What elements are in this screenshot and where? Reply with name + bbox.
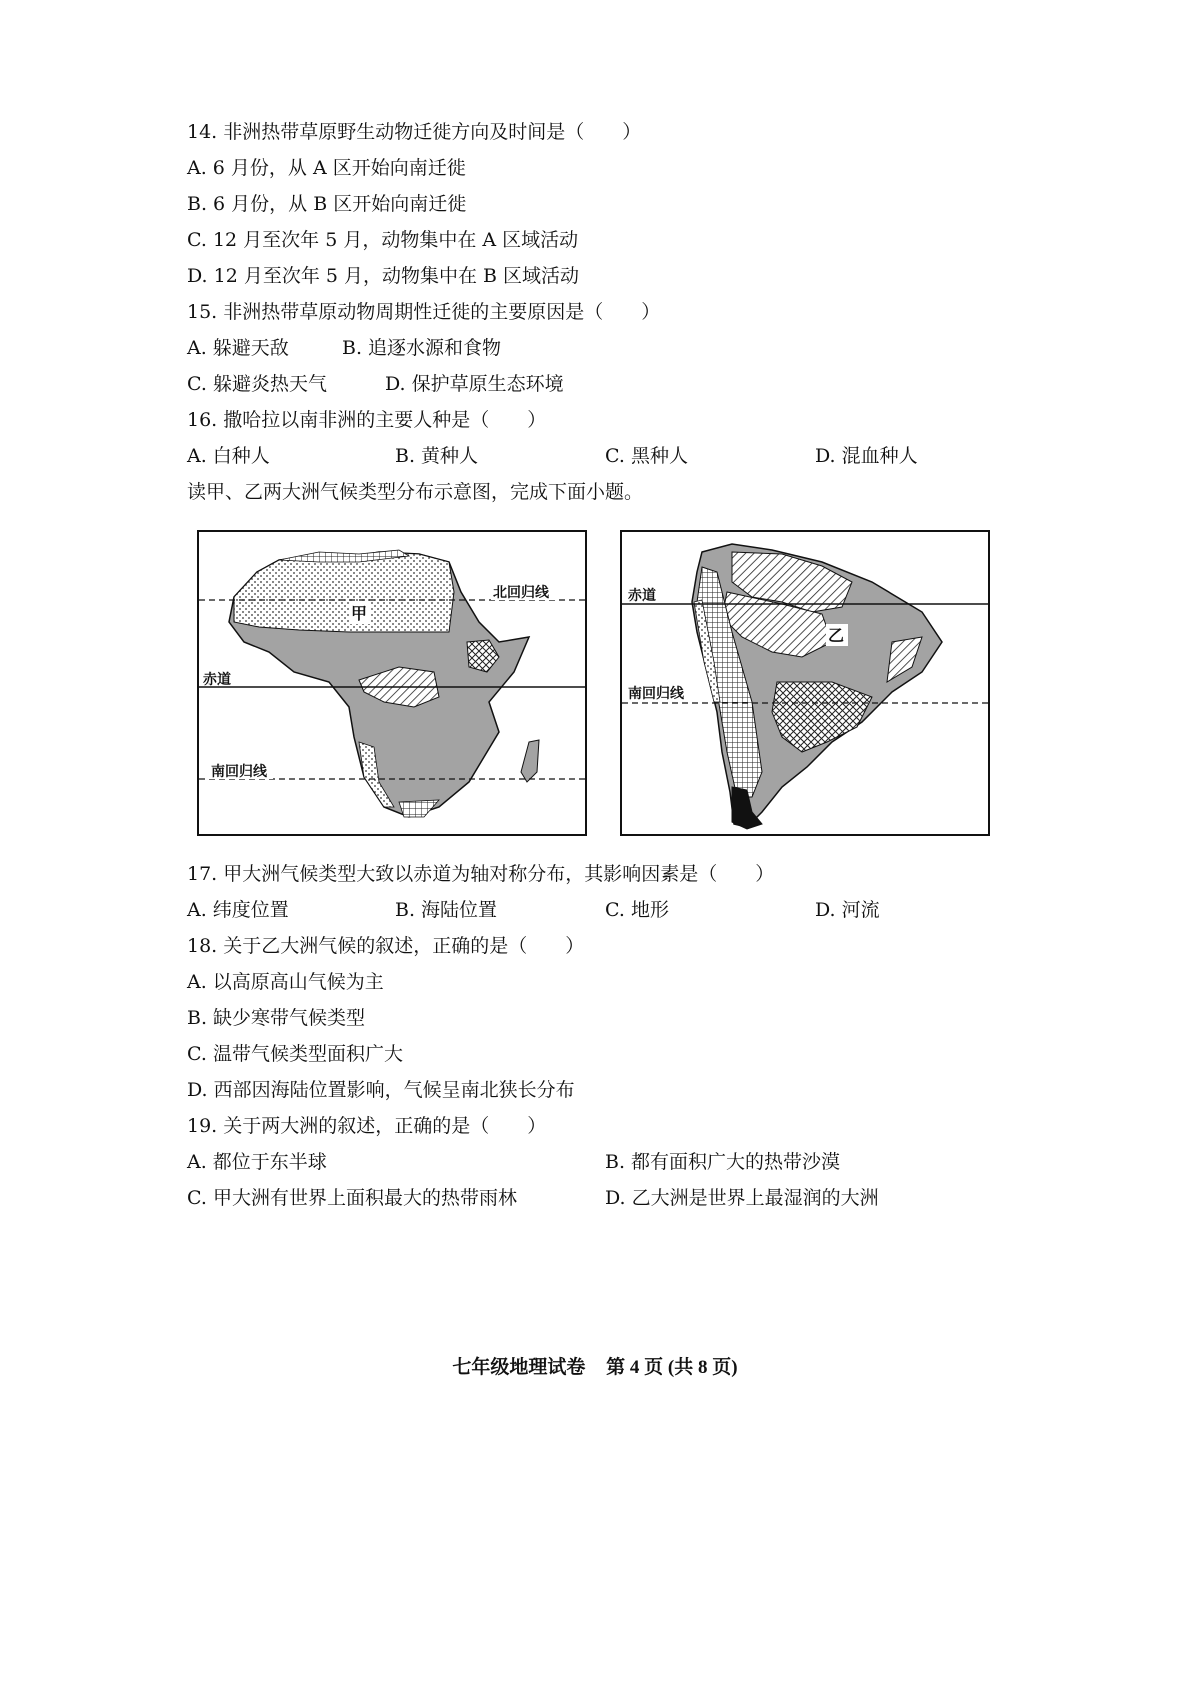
q17-option-c[interactable]: C. 地形 <box>605 899 669 921</box>
q18-option-a[interactable]: A. 以高原高山气候为主 <box>187 971 384 993</box>
madagascar <box>521 740 539 782</box>
q17-option-b[interactable]: B. 海陆位置 <box>395 899 498 921</box>
q16-option-c[interactable]: C. 黑种人 <box>605 445 688 467</box>
q17-option-a[interactable]: A. 纬度位置 <box>187 899 289 921</box>
q15-option-b[interactable]: B. 追逐水源和食物 <box>342 337 502 359</box>
q15-option-c[interactable]: C. 躲避炎热天气 <box>187 373 327 395</box>
sahara-desert-zone <box>234 552 454 632</box>
q17-option-d[interactable]: D. 河流 <box>815 899 880 921</box>
q16-stem: 16. 撒哈拉以南非洲的主要人种是（ ） <box>187 409 547 431</box>
q14-option-d[interactable]: D. 12 月至次年 5 月，动物集中在 B 区域活动 <box>187 265 580 287</box>
south-america-climate-map <box>620 530 990 836</box>
sa-equator-label: 赤道 <box>628 588 656 604</box>
q15-option-d[interactable]: D. 保护草原生态环境 <box>385 373 564 395</box>
africa-equator-label: 赤道 <box>203 672 231 688</box>
q15-option-a[interactable]: A. 躲避天敌 <box>187 337 289 359</box>
sa-south-tropic-label: 南回归线 <box>628 686 684 702</box>
q16-option-a[interactable]: A. 白种人 <box>187 445 270 467</box>
q14-option-a[interactable]: A. 6 月份，从 A 区开始向南迁徙 <box>187 157 466 179</box>
q19-option-d[interactable]: D. 乙大洲是世界上最湿润的大洲 <box>605 1187 879 1209</box>
q18-stem: 18. 关于乙大洲气候的叙述，正确的是（ ） <box>187 935 585 957</box>
africa-climate-map <box>197 530 587 836</box>
footer-title: 七年级地理试卷 <box>452 1357 586 1378</box>
q19-option-b[interactable]: B. 都有面积广大的热带沙漠 <box>605 1151 841 1173</box>
q14-option-b[interactable]: B. 6 月份，从 B 区开始向南迁徙 <box>187 193 467 215</box>
q14-stem: 14. 非洲热带草原野生动物迁徙方向及时间是（ ） <box>187 121 642 143</box>
q19-option-a[interactable]: A. 都位于东半球 <box>187 1151 327 1173</box>
africa-map-graphic <box>199 532 585 834</box>
map-intro: 读甲、乙两大洲气候类型分布示意图，完成下面小题。 <box>187 481 644 503</box>
africa-south-tropic-label: 南回归线 <box>211 764 267 780</box>
q19-option-c[interactable]: C. 甲大洲有世界上面积最大的热带雨林 <box>187 1187 517 1209</box>
q16-option-d[interactable]: D. 混血种人 <box>815 445 918 467</box>
q19-stem: 19. 关于两大洲的叙述，正确的是（ ） <box>187 1115 547 1137</box>
north-tropic-label: 北回归线 <box>493 585 549 601</box>
q18-option-c[interactable]: C. 温带气候类型面积广大 <box>187 1043 403 1065</box>
q15-stem: 15. 非洲热带草原动物周期性迁徙的主要原因是（ ） <box>187 301 661 323</box>
q18-option-d[interactable]: D. 西部因海陆位置影响，气候呈南北狭长分布 <box>187 1079 575 1101</box>
continent-mark-yi: 乙 <box>828 626 845 645</box>
q16-option-b[interactable]: B. 黄种人 <box>395 445 479 467</box>
q14-option-c[interactable]: C. 12 月至次年 5 月，动物集中在 A 区域活动 <box>187 229 579 251</box>
footer-page-number: 第 4 页 (共 8 页) <box>606 1357 738 1378</box>
south-america-map-graphic <box>622 532 988 834</box>
continent-mark-jia: 甲 <box>351 604 368 623</box>
q17-stem: 17. 甲大洲气候类型大致以赤道为轴对称分布，其影响因素是（ ） <box>187 863 775 885</box>
q18-option-b[interactable]: B. 缺少寒带气候类型 <box>187 1007 366 1029</box>
page-footer <box>0 1352 1190 1379</box>
